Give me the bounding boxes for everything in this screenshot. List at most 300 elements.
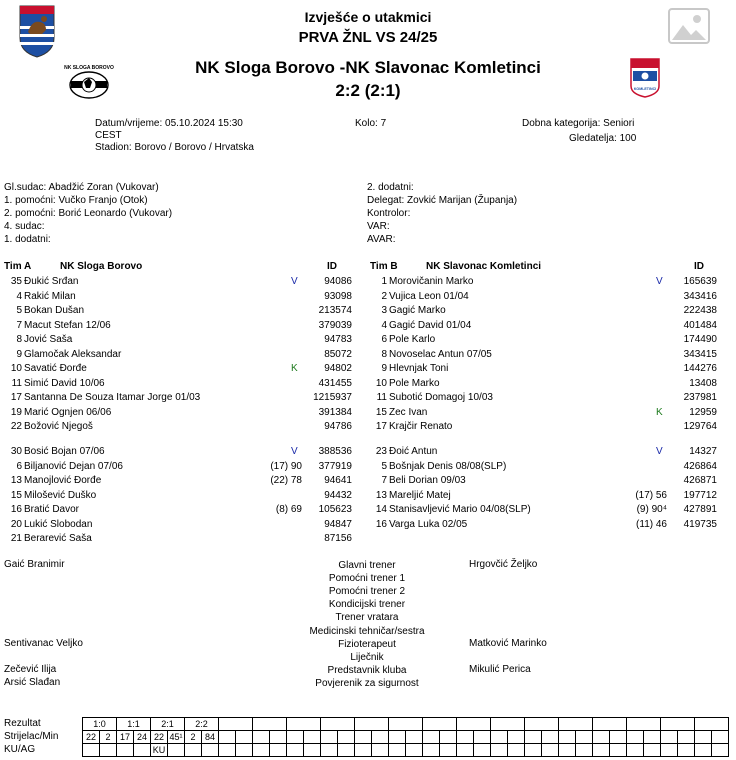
official-right-line: 2. dodatni: xyxy=(367,182,414,193)
player-name: Gagić Marko xyxy=(389,305,446,316)
player-id: 129764 xyxy=(683,421,717,432)
team-a-id-header: ID xyxy=(327,261,337,272)
spectators: Gledatelja: 100 xyxy=(569,133,637,144)
player-number: 8 xyxy=(381,348,387,360)
away-staff-name: Mikulić Perica xyxy=(469,663,531,675)
player-row xyxy=(369,275,729,289)
player-number: 16 xyxy=(10,504,22,515)
player-name: Krajčir Renato xyxy=(389,421,453,432)
player-name: Varga Luka 02/05 xyxy=(389,518,468,530)
player-row xyxy=(4,348,364,362)
player-name: Vujica Leon 01/04 xyxy=(389,290,469,302)
player-row xyxy=(4,489,364,503)
player-name: Bratić Davor xyxy=(24,504,80,515)
player-id: 14327 xyxy=(689,446,717,457)
ku-ag-label: KU/AG xyxy=(4,744,36,755)
result-cell xyxy=(355,718,389,731)
scorer-cell: 17 xyxy=(117,731,134,744)
player-id: 93098 xyxy=(324,290,352,302)
age-category: Dobna kategorija: Seniori xyxy=(522,118,635,129)
player-id: 377919 xyxy=(318,460,352,472)
player-row xyxy=(369,406,729,420)
player-name: Marić Ognjen 06/06 xyxy=(24,406,112,418)
player-id: 427891 xyxy=(683,504,717,515)
home-staff-name: Zečević Ilija xyxy=(4,663,57,675)
scorer-cell xyxy=(389,731,406,744)
player-row xyxy=(4,377,364,391)
player-row xyxy=(369,319,729,333)
player-row xyxy=(4,460,364,474)
ku-cell xyxy=(423,744,440,757)
player-number: 3 xyxy=(381,305,387,316)
player-name: Bosić Bojan 07/06 xyxy=(24,446,105,457)
scorer-cell xyxy=(559,731,576,744)
player-id: 94432 xyxy=(324,489,352,501)
ku-cell xyxy=(168,744,185,757)
player-id: 237981 xyxy=(683,392,717,403)
player-number: 13 xyxy=(375,489,387,501)
player-role-mark: V xyxy=(656,446,663,457)
player-name: Macut Stefan 12/06 xyxy=(24,319,111,331)
score-progression-table xyxy=(82,717,729,757)
player-name: Bošnjak Denis 08/08(SLP) xyxy=(389,460,507,472)
player-name: Novoselac Antun 07/05 xyxy=(389,348,492,360)
player-id: 343416 xyxy=(683,290,717,302)
ku-cell xyxy=(678,744,695,757)
competition-title: PRVA ŽNL VS 24/25 xyxy=(298,29,438,46)
player-number: 15 xyxy=(375,406,387,418)
result-cell: 2:2 xyxy=(185,718,219,731)
ku-cell xyxy=(627,744,644,757)
result-cell xyxy=(491,718,525,731)
player-id: 144276 xyxy=(683,363,717,374)
ku-cell xyxy=(661,744,678,757)
ku-cell xyxy=(644,744,661,757)
scorer-cell: 2 xyxy=(185,731,202,744)
scorer-cell xyxy=(525,731,542,744)
player-number: 19 xyxy=(10,406,22,418)
player-number: 4 xyxy=(381,319,387,331)
player-number: 22 xyxy=(10,421,22,432)
player-id: 419735 xyxy=(683,518,717,530)
ku-cell xyxy=(389,744,406,757)
player-number: 6 xyxy=(381,334,387,345)
scorer-cell: 22 xyxy=(151,731,168,744)
player-row xyxy=(369,290,729,304)
ku-cell xyxy=(406,744,423,757)
match-datetime: Datum/vrijeme: 05.10.2024 15:30 xyxy=(95,118,243,129)
player-name: Rakić Milan xyxy=(24,290,76,302)
scorer-cell xyxy=(457,731,474,744)
player-row xyxy=(4,275,364,289)
scorer-cell xyxy=(321,731,338,744)
staff-role: Medicinski tehničar/sestra xyxy=(309,625,425,637)
result-cell xyxy=(457,718,491,731)
scorer-cell xyxy=(661,731,678,744)
staff-role: Pomoćni trener 2 xyxy=(328,586,406,598)
home-staff-name: Sentivanac Veljko xyxy=(4,637,83,649)
player-id: 391384 xyxy=(318,406,352,418)
official-left-line: 4. sudac: xyxy=(4,221,45,232)
player-name: Pole Marko xyxy=(389,377,440,389)
player-number: 5 xyxy=(381,460,387,472)
player-number: 2 xyxy=(381,290,387,302)
scorer-cell xyxy=(610,731,627,744)
match-timezone: CEST xyxy=(95,130,122,141)
scorer-cell xyxy=(593,731,610,744)
player-name: Hlevnjak Toni xyxy=(389,363,449,374)
player-role-mark: K xyxy=(291,363,298,374)
player-role-mark: K xyxy=(656,406,663,418)
player-id: 12959 xyxy=(689,406,717,418)
result-cell xyxy=(253,718,287,731)
player-id: 94847 xyxy=(324,518,352,530)
scorer-cell xyxy=(695,731,712,744)
player-row xyxy=(369,460,729,474)
official-right-line: Kontrolor: xyxy=(367,208,411,219)
player-name: Manojlović Đorđe xyxy=(24,475,102,486)
official-left-line: Gl.sudac: Abadžić Zoran (Vukovar) xyxy=(4,182,159,193)
ku-cell xyxy=(542,744,559,757)
ku-cell xyxy=(559,744,576,757)
ku-cell xyxy=(321,744,338,757)
player-name: Zec Ivan xyxy=(389,406,428,418)
player-row xyxy=(369,489,729,503)
result-cell xyxy=(423,718,457,731)
player-number: 17 xyxy=(375,421,387,432)
player-role-mark: V xyxy=(291,276,298,287)
staff-role: Fizioterapeut xyxy=(338,638,396,650)
player-role-mark: V xyxy=(291,446,298,457)
player-number: 35 xyxy=(10,276,22,287)
player-name: Morovičanin Marko xyxy=(389,276,474,287)
staff-role: Predstavnik kluba xyxy=(327,664,407,676)
scorer-cell xyxy=(372,731,389,744)
player-id: 379039 xyxy=(318,319,352,331)
staff-role: Liječnik xyxy=(350,651,384,663)
player-number: 11 xyxy=(376,392,387,403)
result-cell xyxy=(661,718,695,731)
official-left-line: 1. pomoćni: Vučko Franjo (Otok) xyxy=(4,195,148,206)
ku-cell xyxy=(474,744,491,757)
scorer-cell: 24 xyxy=(134,731,151,744)
home-staff-name: Arsić Slađan xyxy=(4,676,61,688)
player-id: 1215937 xyxy=(313,392,352,403)
ku-cell xyxy=(202,744,219,757)
player-row xyxy=(369,518,729,532)
sub-minute: (9) 90⁴ xyxy=(636,504,667,515)
result-cell: 1:1 xyxy=(117,718,151,731)
home-staff-name: Gaić Branimir xyxy=(4,559,65,570)
player-row xyxy=(4,518,364,532)
player-id: 401484 xyxy=(683,319,717,331)
staff-role: Pomoćni trener 1 xyxy=(328,573,406,585)
player-row xyxy=(4,290,364,304)
home-team-name: NK Sloga Borovo xyxy=(195,58,335,77)
away-logo-text: KOMLETINCI xyxy=(633,87,657,91)
away-staff-name: Hrgovčić Željko xyxy=(469,559,538,570)
player-id: 13408 xyxy=(689,377,717,389)
team-b-id-header: ID xyxy=(694,261,704,272)
official-right-line: AVAR: xyxy=(367,234,396,245)
player-row xyxy=(4,532,364,546)
ku-cell xyxy=(117,744,134,757)
scorer-cell xyxy=(678,731,695,744)
ku-cell xyxy=(304,744,321,757)
player-number: 30 xyxy=(10,446,22,457)
player-id: 87156 xyxy=(324,533,352,544)
player-number: 10 xyxy=(10,363,22,374)
ku-cell xyxy=(457,744,474,757)
scorer-cell xyxy=(440,731,457,744)
player-name: Đukić Srđan xyxy=(24,276,79,287)
player-name: Božović Njegoš xyxy=(24,421,93,432)
player-name: Lukić Slobodan xyxy=(24,518,93,530)
ku-cell xyxy=(287,744,304,757)
official-right-line: VAR: xyxy=(367,221,390,232)
ku-cell xyxy=(355,744,372,757)
scorer-cell xyxy=(253,731,270,744)
result-cell xyxy=(321,718,355,731)
ku-cell xyxy=(372,744,389,757)
player-id: 174490 xyxy=(683,334,717,345)
scorer-cell xyxy=(304,731,321,744)
player-name: Jović Saša xyxy=(24,334,73,345)
ku-cell xyxy=(185,744,202,757)
staff-role: Glavni trener xyxy=(338,560,396,571)
player-id: 105623 xyxy=(318,504,352,515)
player-number: 8 xyxy=(16,334,22,345)
player-number: 9 xyxy=(381,363,387,374)
player-row xyxy=(369,391,729,405)
player-id: 85072 xyxy=(324,348,352,360)
player-row xyxy=(369,362,729,376)
player-row xyxy=(4,319,364,333)
result-cell xyxy=(593,718,627,731)
staff-role: Kondicijski trener xyxy=(328,599,406,611)
result-row xyxy=(83,718,729,731)
team-b-label: Tim B xyxy=(370,261,398,272)
home-club-logo-icon xyxy=(64,63,114,99)
player-number: 4 xyxy=(16,290,22,302)
ku-cell xyxy=(610,744,627,757)
result-cell xyxy=(695,718,729,731)
image-placeholder-icon xyxy=(668,8,710,44)
player-id: 94641 xyxy=(324,475,352,486)
player-number: 21 xyxy=(10,533,22,544)
player-row xyxy=(369,445,729,459)
player-number: 1 xyxy=(381,276,387,287)
team-a-name: NK Sloga Borovo xyxy=(60,261,143,272)
ku-row xyxy=(83,744,729,757)
result-cell xyxy=(389,718,423,731)
player-name: Bokan Dušan xyxy=(24,305,85,316)
staff-role: Povjerenik za sigurnost xyxy=(315,677,419,689)
away-team-name: NK Slavonac Komletinci xyxy=(345,58,541,77)
scorer-cell xyxy=(627,731,644,744)
ku-cell xyxy=(525,744,542,757)
player-name: Santanna De Souza Itamar Jorge 01/03 xyxy=(24,392,201,403)
ku-cell xyxy=(236,744,253,757)
team-a-label: Tim A xyxy=(4,261,32,272)
scorer-cell xyxy=(712,731,729,744)
result-cell xyxy=(287,718,321,731)
player-name: Berarević Saša xyxy=(24,533,92,544)
player-id: 94783 xyxy=(324,334,352,345)
ku-cell: KU xyxy=(151,744,168,757)
official-right-line: Delegat: Zovkić Marijan (Županja) xyxy=(367,195,518,206)
player-number: 10 xyxy=(375,377,387,389)
ku-cell xyxy=(270,744,287,757)
scorer-cell xyxy=(287,731,304,744)
scorer-cell xyxy=(236,731,253,744)
ku-cell xyxy=(712,744,729,757)
result-cell xyxy=(525,718,559,731)
player-row xyxy=(4,362,364,376)
player-number: 16 xyxy=(375,518,387,530)
player-name: Simić David 10/06 xyxy=(24,377,105,389)
ku-cell xyxy=(593,744,610,757)
ku-cell xyxy=(508,744,525,757)
player-name: Subotić Domagoj 10/03 xyxy=(389,392,493,403)
result-cell xyxy=(627,718,661,731)
team-b-name: NK Slavonac Komletinci xyxy=(426,261,542,272)
player-name: Gagić David 01/04 xyxy=(389,319,472,331)
player-id: 431455 xyxy=(318,377,352,389)
result-cell xyxy=(219,718,253,731)
player-id: 94786 xyxy=(324,421,352,432)
ku-cell xyxy=(576,744,593,757)
scorer-cell xyxy=(576,731,593,744)
player-name: Mareljić Matej xyxy=(389,489,451,501)
player-row xyxy=(369,377,729,391)
player-row xyxy=(369,420,729,434)
player-number: 7 xyxy=(16,319,22,331)
player-number: 9 xyxy=(16,348,22,360)
player-number: 5 xyxy=(16,305,22,316)
official-left-line: 2. pomoćni: Borić Leonardo (Vukovar) xyxy=(4,208,173,219)
player-id: 165639 xyxy=(683,276,717,287)
scorer-cell xyxy=(338,731,355,744)
sub-minute: (11) 46 xyxy=(636,518,667,530)
home-logo-text: NK SLOGA BOROVO xyxy=(64,65,114,71)
player-name: Savatić Đorđe xyxy=(24,363,87,374)
scorer-cell: 2 xyxy=(100,731,117,744)
player-row xyxy=(4,445,364,459)
player-id: 343415 xyxy=(683,348,717,360)
federation-crest-icon xyxy=(18,4,56,58)
team-separator: - xyxy=(339,58,346,77)
match-round: Kolo: 7 xyxy=(355,118,387,129)
player-number: 23 xyxy=(375,446,387,457)
match-stadium: Stadion: Borovo / Borovo / Hrvatska xyxy=(95,142,254,153)
result-cell xyxy=(559,718,593,731)
scorer-cell: 22 xyxy=(83,731,100,744)
official-left-line: 1. dodatni: xyxy=(4,234,51,245)
player-number: 14 xyxy=(375,504,387,515)
sub-minute: (17) 90 xyxy=(270,460,302,472)
result-label: Rezultat xyxy=(4,718,41,729)
player-name: Stanisavljević Mario 04/08(SLP) xyxy=(389,504,531,515)
scorer-cell: 45¹ xyxy=(169,731,183,742)
player-row xyxy=(4,406,364,420)
report-title: Izvješće o utakmici xyxy=(304,9,432,25)
scorer-cell xyxy=(474,731,491,744)
player-name: Pole Karlo xyxy=(389,334,436,345)
result-cell: 2:1 xyxy=(151,718,185,731)
player-number: 7 xyxy=(381,475,387,486)
scorer-cell xyxy=(355,731,372,744)
scorer-label: Strijelac/Min xyxy=(4,731,59,742)
player-number: 17 xyxy=(10,392,22,403)
player-id: 222438 xyxy=(683,305,717,316)
player-number: 20 xyxy=(10,518,22,530)
result-cell: 1:0 xyxy=(83,718,117,731)
ku-cell xyxy=(100,744,117,757)
away-staff-name: Matković Marinko xyxy=(469,637,547,649)
sub-minute: (8) 69 xyxy=(275,504,302,515)
player-number: 11 xyxy=(11,377,22,389)
ku-cell xyxy=(440,744,457,757)
scorer-cell xyxy=(644,731,661,744)
scorer-row xyxy=(83,731,729,744)
scorer-cell xyxy=(219,731,236,744)
player-id: 197712 xyxy=(683,489,717,501)
ku-cell xyxy=(83,744,100,757)
away-club-logo-icon xyxy=(630,58,660,98)
player-name: Biljanović Dejan 07/06 xyxy=(24,460,123,472)
player-row xyxy=(4,333,364,347)
player-number: 6 xyxy=(16,460,22,472)
player-id: 388536 xyxy=(318,446,352,457)
player-row xyxy=(369,474,729,488)
player-row xyxy=(4,474,364,488)
player-id: 94802 xyxy=(324,363,352,374)
scorer-cell xyxy=(270,731,287,744)
scorer-cell xyxy=(542,731,559,744)
scorer-cell xyxy=(406,731,423,744)
player-name: Beli Dorian 09/03 xyxy=(389,475,466,486)
player-row xyxy=(369,333,729,347)
ku-cell xyxy=(338,744,355,757)
player-id: 426871 xyxy=(683,475,717,486)
scorer-cell xyxy=(423,731,440,744)
final-score: 2:2 (2:1) xyxy=(335,81,401,100)
player-id: 94086 xyxy=(324,276,352,287)
player-row xyxy=(4,304,364,318)
player-row xyxy=(369,304,729,318)
ku-cell xyxy=(219,744,236,757)
player-number: 15 xyxy=(10,489,22,501)
scorer-cell xyxy=(508,731,525,744)
ku-cell xyxy=(134,744,151,757)
player-row xyxy=(4,420,364,434)
player-row xyxy=(4,391,364,405)
player-id: 213574 xyxy=(318,305,352,316)
player-name: Milošević Duško xyxy=(24,489,97,501)
ku-cell xyxy=(695,744,712,757)
player-row xyxy=(369,503,729,517)
player-number: 13 xyxy=(10,475,22,486)
player-row xyxy=(369,348,729,362)
player-name: Đoić Antun xyxy=(389,446,438,457)
scorer-cell xyxy=(491,731,508,744)
player-id: 426864 xyxy=(683,460,717,472)
sub-minute: (22) 78 xyxy=(270,475,302,486)
sub-minute: (17) 56 xyxy=(635,489,667,501)
scorer-cell: 84 xyxy=(202,731,219,744)
ku-cell xyxy=(253,744,270,757)
